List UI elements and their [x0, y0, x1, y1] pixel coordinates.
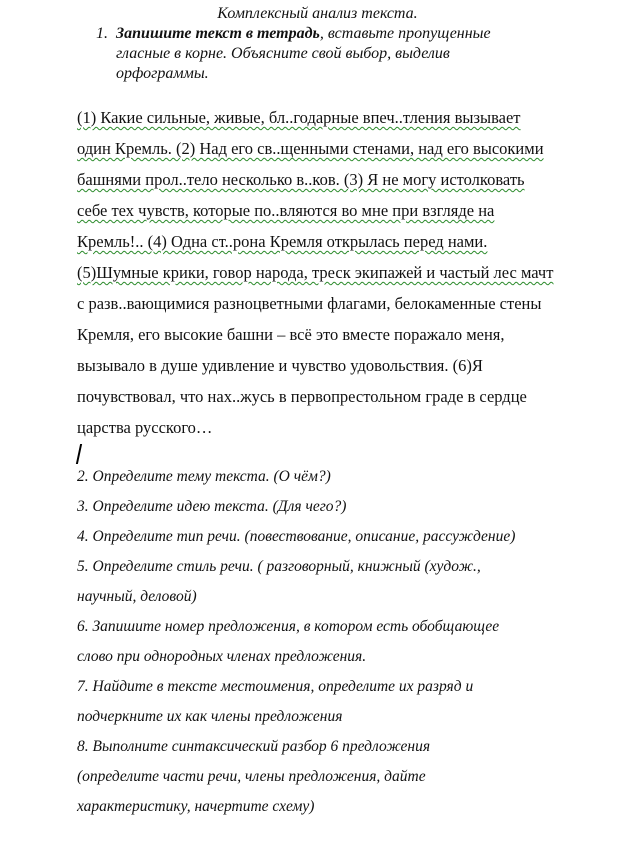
passage-line: Кремля, его высокие башни – всё это вместе поражало меня, — [77, 325, 505, 344]
passage-line: почувствовал, что нах..жусь в первопрестольном граде в сердце — [77, 387, 527, 406]
passage-line: Кремль!.. (4) Одна ст..рона Кремля открылась перед нами. — [77, 232, 488, 251]
task-line: подчеркните их как члены предложения — [77, 708, 343, 725]
task-1-line2: гласные в корне. Объясните свой выбор, выделив — [116, 45, 450, 62]
task-line: слово при однородных членах предложения. — [77, 648, 367, 665]
task-1-line3: орфограммы. — [116, 65, 209, 82]
task-line: 4. Определите тип речи. (повествование, описание, рассуждение) — [77, 528, 516, 545]
task-1-number: 1. — [96, 25, 108, 42]
passage-line: (1) Какие сильные, живые, бл..годарные впеч..тления вызывает — [77, 108, 521, 127]
text-cursor — [76, 444, 82, 464]
task-line: научный, деловой) — [77, 588, 197, 605]
task-line: 5. Определите стиль речи. ( разговорный, книжный (худож., — [77, 558, 481, 575]
passage-line: себе тех чувств, которые по..вляются во мне при взгляде на — [77, 201, 495, 220]
task-line: 3. Определите идею текста. (Для чего?) — [77, 498, 347, 515]
task-1-line1: , вставьте пропущенные — [319, 25, 491, 42]
text-passage — [77, 102, 597, 443]
passage-line: вызывало в душе удивление и чувство удовольствия. (6)Я — [77, 356, 483, 375]
task-line: 2. Определите тему текста. (О чём?) — [77, 468, 331, 485]
passage-line: царства русского… — [77, 418, 213, 437]
task-line: 7. Найдите в тексте местоимения, определите их разряд и — [77, 678, 474, 695]
task-line: (определите части речи, члены предложения, дайте — [77, 768, 426, 785]
task-1-text — [116, 24, 536, 84]
task-line: характеристику, начертите схему) — [77, 798, 315, 815]
task-line: 6. Запишите номер предложения, в котором есть обобщающее — [77, 618, 500, 635]
passage-line: один Кремль. (2) Над его св..щенными стенами, над его высокими — [77, 139, 544, 158]
document-title: Комплексный анализ текста. — [217, 5, 418, 22]
task-1-bold: Запишите текст в тетрадь — [116, 25, 320, 42]
task-list — [77, 462, 597, 822]
passage-line: башнями прол..тело несколько в..ков. (3) Я не могу истолковать — [77, 170, 525, 189]
passage-line: (5)Шумные крики, говор народа, треск экипажей и частый лес мачт — [77, 263, 554, 282]
task-line: 8. Выполните синтаксический разбор 6 предложения — [77, 738, 431, 755]
passage-line: с разв..вающимися разноцветными флагами, белокаменные стены — [77, 294, 542, 313]
